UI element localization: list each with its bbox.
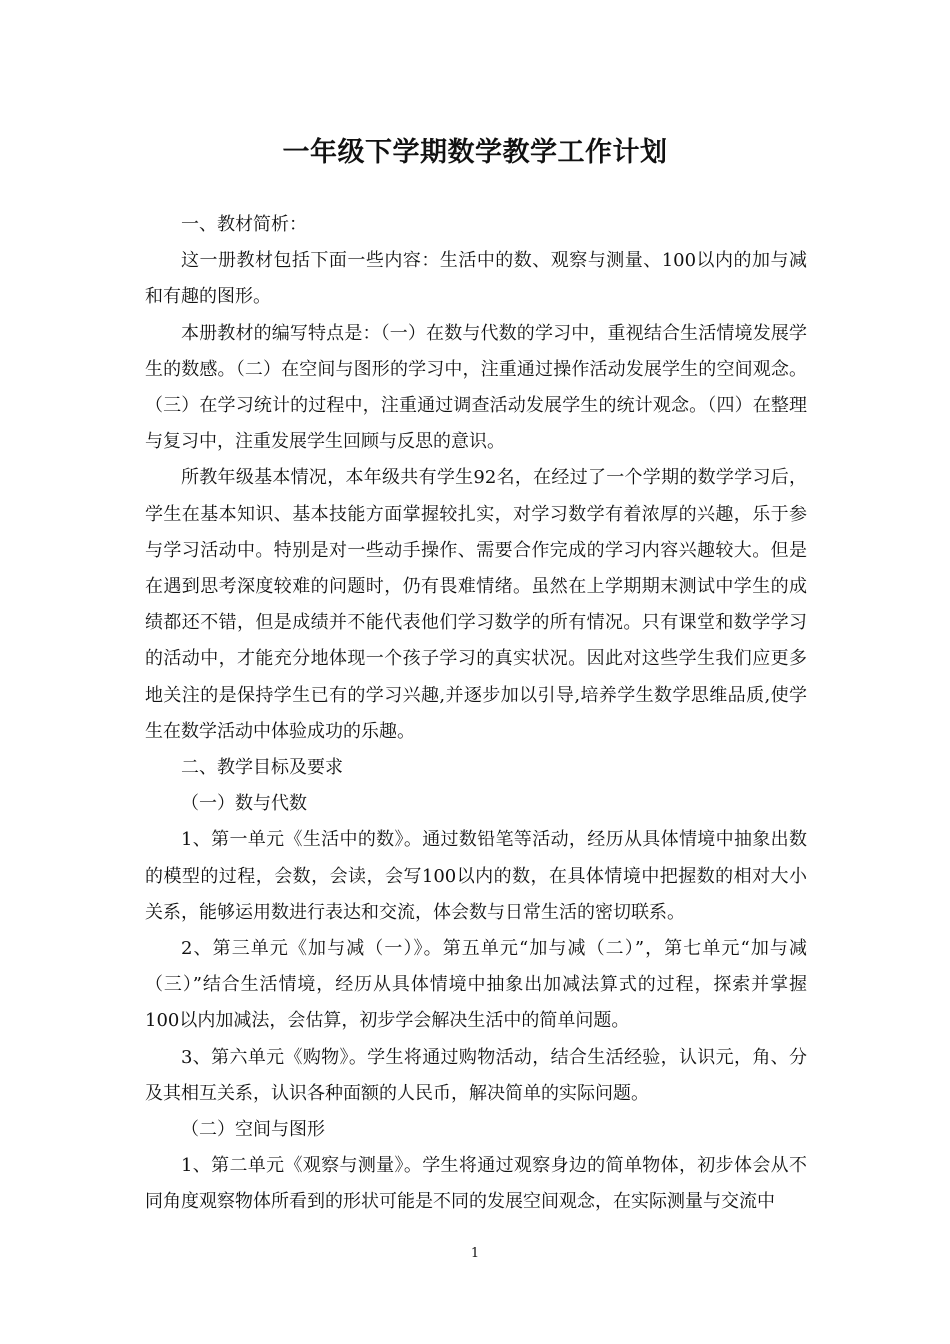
paragraph-textbook-features: 本册教材的编写特点是：（一）在数与代数的学习中，重视结合生活情境发展学生的数感。（二）在空间与图形的学习中，注重通过操作活动发展学生的空间观念。（三）在学习统计的过程中，注重通过调查活动发展学生的统计观念。（四）在整理与复习中，注重发展学生回顾与反思的意识。 [145,322,807,453]
page-number: 1 [470,1246,480,1261]
paragraph-grade-situation: 所教年级基本情况，本年级共有学生92名，在经过了一个学期的数学学习后，学生在基本知识、基本技能方面掌握较扎实，对学习数学有着浓厚的兴趣，乐于参与学习活动中。特别是对一些动手操作、需要合作完成的学习内容兴趣较大。但是在遇到思考深度较难的问题时，仍有畏难情绪。虽然在上学期期末测试中学生的成绩都还不错，但是成绩并不能代表他们学习数学的所有情况。只有课堂和数学学习的活动中，才能充分地体现一个孩子学习的真实状况。因此对这些学生我们应更多地关注的是保持学生已有的学习兴趣,并逐步加以引导,培养学生数学思维品质,使学生在数学活动中体验成功的乐趣。 [145,467,807,742]
paragraph-unit-two: 1、第二单元《观察与测量》。学生将通过观察身边的简单物体，初步体会从不同角度观察物体所看到的形状可能是不同的发展空间观念，在实际测量与交流中 [145,1155,807,1213]
section-heading-textbook-analysis: 一、教材简析： [181,214,307,235]
paragraph-unit-six: 3、第六单元《购物》。学生将通过购物活动，结合生活经验，认识元，角、分及其相互关系，认识各种面额的人民币，解决简单的实际问题。 [145,1046,807,1104]
paragraph-units-add-subtract: 2、第三单元《加与减（一）》。第五单元“加与减（二）”，第七单元“加与减（三）”结合生活情境，经历从具体情境中抽象出加减法算式的过程，探索并掌握100以内加减法，会估算，初步学会解决生活中的简单问题。 [145,938,807,1032]
section-heading-teaching-goals: 二、教学目标及要求 [181,757,343,779]
subsection-heading-space-shapes: （二）空间与图形 [181,1119,325,1141]
paragraph-unit-one: 1、第一单元《生活中的数》。通过数铅笔等活动，经历从具体情境中抽象出数的模型的过程，会数，会读，会写100以内的数，在具体情境中把握数的相对大小关系，能够运用数进行表达和交流，体会数与日常生活的密切联系。 [145,829,807,923]
document-body [145,207,807,1221]
subsection-heading-numbers-algebra: （一）数与代数 [181,793,307,815]
document-title: 一年级下学期数学教学工作计划 [282,137,668,168]
paragraph-textbook-contents: 这一册教材包括下面一些内容：生活中的数、观察与测量、100以内的加与减和有趣的图形。 [145,250,807,308]
